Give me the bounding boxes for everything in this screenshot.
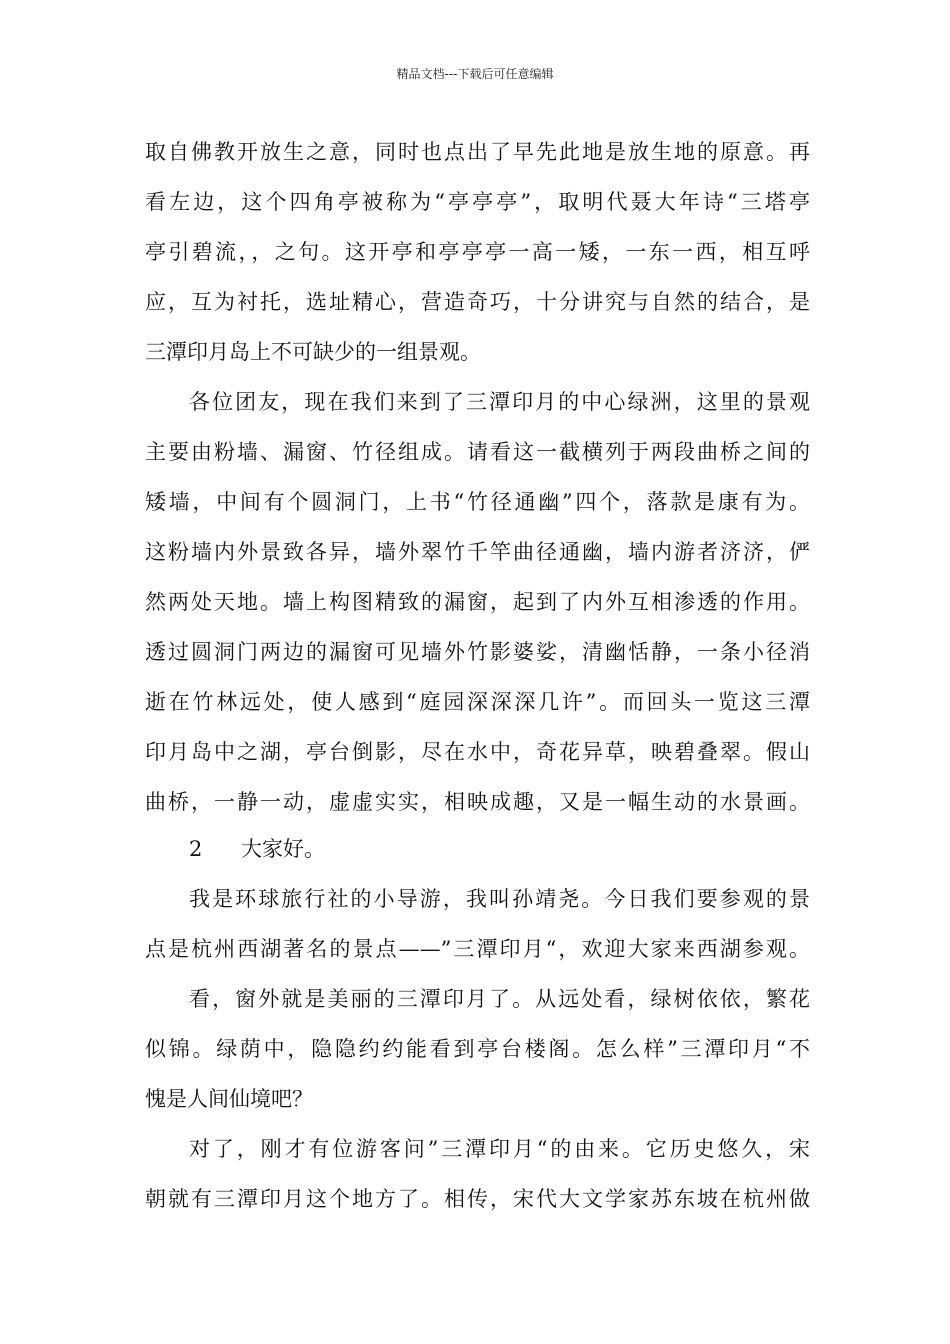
paragraph-line: 对了，刚才有位游客问”三潭印月“的由来。它历史悠久，宋: [189, 1137, 810, 1161]
paragraph-line: 主要由粉墙、漏窗、竹径组成。请看这一截横列于两段曲桥之间的: [145, 440, 810, 464]
paragraph-line: 印月岛中之湖，亭台倒影，尽在水中，奇花异草，映碧叠翠。假山: [145, 740, 810, 764]
numbered-line: [189, 834, 589, 864]
paragraph-line: 愧是人间仙境吧？: [145, 1087, 313, 1111]
paragraph-line: 各位团友，现在我们来到了三潭印月的中心绿洲，这里的景观: [189, 390, 810, 414]
paragraph-line: 点是杭州西湖著名的景点——”三潭印月“，欢迎大家来西湖参观。: [145, 937, 810, 961]
paragraph-line: 逝在竹林远处，使人感到“庭园深深深几许”。而回头一览这三潭: [145, 690, 810, 714]
paragraph-line: 透过圆洞门两边的漏窗可见墙外竹影婆娑，清幽恬静，一条小径消: [145, 640, 810, 664]
paragraph-line: 亭引碧流，，之句。这开亭和亭亭亭一高一矮，一东一西，相互呼: [145, 240, 810, 264]
paragraph-line: 取自佛教开放生之意，同时也点出了早先此地是放生地的原意。再: [145, 140, 810, 164]
paragraph-line: 我是环球旅行社的小导游，我叫孙靖尧。今日我们要参观的景: [189, 887, 810, 911]
paragraph-line: 曲桥，一静一动，虚虚实实，相映成趣，又是一幅生动的水景画。: [145, 790, 810, 814]
paragraph-line: 然两处天地。墙上构图精致的漏窗，起到了内外互相渗透的作用。: [145, 590, 810, 614]
section-number: 2: [189, 837, 203, 861]
paragraph-line: 这粉墙内外景致各异，墙外翠竹千竿曲径通幽，墙内游者济济，俨: [145, 540, 810, 564]
page-header: 精品文档---下载后可任意编辑: [396, 67, 554, 81]
greeting-text: 大家好。: [241, 837, 325, 861]
paragraph-line: 似锦。绿荫中，隐隐约约能看到亭台楼阁。怎么样”三潭印月“不: [145, 1037, 810, 1061]
paragraph-line: 矮墙，中间有个圆洞门，上书“竹径通幽”四个，落款是康有为。: [145, 490, 810, 514]
paragraph-line: 朝就有三潭印月这个地方了。相传，宋代大文学家苏东坡在杭州做: [145, 1187, 810, 1211]
paragraph-line: 看左边，这个四角亭被称为“亭亭亭”，取明代聂大年诗“三塔亭: [145, 190, 810, 214]
paragraph-line: 三潭印月岛上不可缺少的一组景观。: [145, 340, 481, 364]
paragraph-line: 应，互为衬托，选址精心，营造奇巧，十分讲究与自然的结合，是: [145, 290, 810, 314]
paragraph-line: 看，窗外就是美丽的三潭印月了。从远处看，绿树依依，繁花: [189, 987, 810, 1011]
